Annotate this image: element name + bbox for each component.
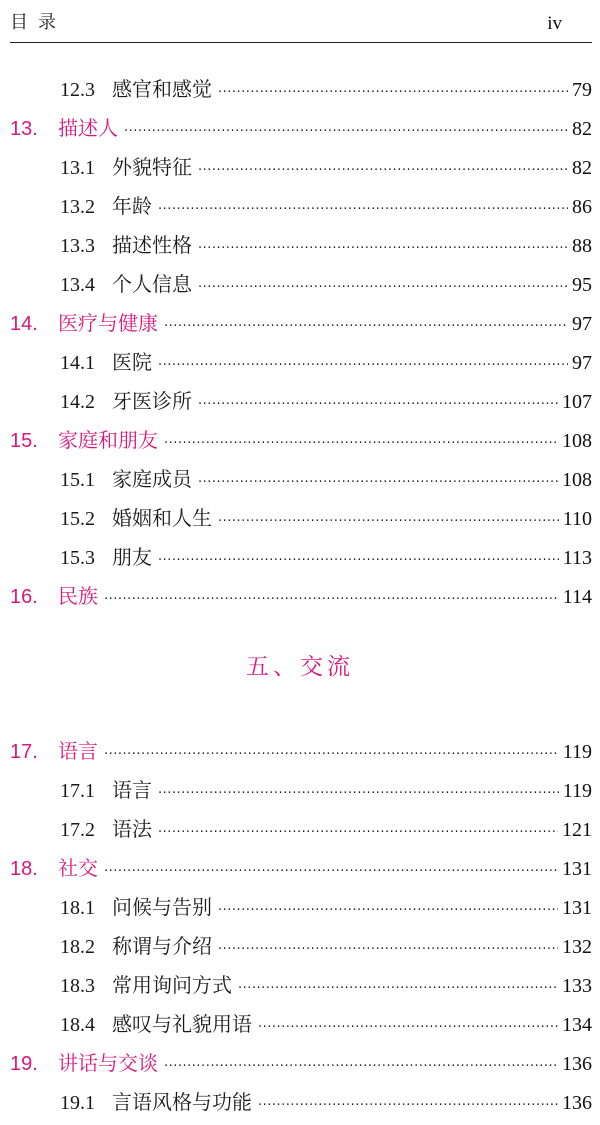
toc-section-entry[interactable]: [0, 343, 600, 382]
entry-number: 13.2: [60, 196, 95, 218]
dot-leader: [164, 424, 558, 463]
entry-number: 19.: [10, 1053, 38, 1075]
entry-title: 民族: [58, 584, 98, 608]
header-page-number: iv: [547, 13, 562, 34]
entry-title: 医院: [112, 350, 152, 374]
dot-leader: [164, 307, 568, 346]
page-header: [10, 0, 592, 43]
entry-page-number: 88: [572, 235, 592, 257]
entry-number: 15.3: [60, 547, 95, 569]
entry-title: 家庭成员: [112, 467, 192, 491]
dot-leader: [218, 891, 558, 930]
entry-number: 13.: [10, 118, 38, 140]
dot-leader: [238, 969, 558, 1008]
entry-page-number: 132: [562, 936, 592, 958]
entry-page-number: 97: [572, 352, 592, 374]
entry-title: 朋友: [112, 545, 152, 569]
entry-page-number: 107: [562, 391, 592, 413]
dot-leader: [198, 268, 568, 307]
entry-page-number: 121: [562, 819, 592, 841]
dot-leader: [158, 346, 568, 385]
dot-leader: [104, 580, 559, 619]
entry-page-number: 136: [562, 1092, 592, 1114]
entry-page-number: 97: [572, 313, 592, 335]
entry-title: 常用询问方式: [112, 973, 232, 997]
entry-number: 18.: [10, 858, 38, 880]
entry-page-number: 95: [572, 274, 592, 296]
entry-number: 13.3: [60, 235, 95, 257]
table-of-contents: [0, 70, 600, 1122]
toc-section-entry[interactable]: [0, 888, 600, 927]
entry-number: 13.1: [60, 157, 95, 179]
entry-page-number: 131: [562, 897, 592, 919]
toc-group-1: [0, 70, 600, 616]
entry-title: 社交: [58, 856, 98, 880]
toc-section-entry[interactable]: [0, 810, 600, 849]
entry-page-number: 82: [572, 157, 592, 179]
dot-leader: [258, 1086, 558, 1125]
toc-section-entry[interactable]: [0, 187, 600, 226]
entry-number: 16.: [10, 586, 38, 608]
dot-leader: [158, 541, 559, 580]
entry-number: 12.3: [60, 79, 95, 101]
entry-number: 17.1: [60, 780, 95, 802]
dot-leader: [218, 73, 568, 112]
entry-title: 年龄: [112, 194, 152, 218]
dot-leader: [158, 190, 568, 229]
toc-section-entry[interactable]: [0, 148, 600, 187]
entry-page-number: 108: [562, 469, 592, 491]
entry-number: 17.: [10, 741, 38, 763]
toc-chapter-entry[interactable]: [0, 849, 600, 888]
entry-title: 描述性格: [112, 233, 192, 257]
entry-number: 19.1: [60, 1092, 95, 1114]
toc-section-entry[interactable]: [0, 70, 600, 109]
dot-leader: [218, 930, 558, 969]
toc-section-entry[interactable]: [0, 499, 600, 538]
toc-section-entry[interactable]: [0, 1083, 600, 1122]
dot-leader: [158, 774, 559, 813]
entry-page-number: 79: [572, 79, 592, 101]
toc-section-entry[interactable]: [0, 771, 600, 810]
entry-title: 婚姻和人生: [112, 506, 212, 530]
entry-page-number: 136: [562, 1053, 592, 1075]
entry-title: 医疗与健康: [58, 311, 158, 335]
dot-leader: [104, 852, 558, 891]
dot-leader: [258, 1008, 558, 1047]
entry-title: 感官和感觉: [112, 77, 212, 101]
entry-number: 13.4: [60, 274, 95, 296]
header-title: 目录: [10, 12, 66, 33]
entry-page-number: 113: [562, 547, 592, 569]
entry-title: 言语风格与功能: [112, 1090, 252, 1114]
entry-page-number: 82: [572, 118, 592, 140]
entry-page-number: 119: [562, 780, 592, 802]
toc-chapter-entry[interactable]: [0, 421, 600, 460]
entry-title: 称谓与介绍: [112, 934, 212, 958]
entry-title: 外貌特征: [112, 155, 192, 179]
dot-leader: [198, 151, 568, 190]
entry-title: 语言: [112, 778, 152, 802]
toc-section-entry[interactable]: [0, 966, 600, 1005]
toc-chapter-entry[interactable]: [0, 577, 600, 616]
entry-page-number: 110: [562, 508, 592, 530]
entry-page-number: 108: [562, 430, 592, 452]
entry-number: 15.1: [60, 469, 95, 491]
entry-title: 感叹与礼貌用语: [112, 1012, 252, 1036]
entry-page-number: 134: [562, 1014, 592, 1036]
entry-page-number: 131: [562, 858, 592, 880]
toc-section-entry[interactable]: [0, 1005, 600, 1044]
entry-number: 15.2: [60, 508, 95, 530]
dot-leader: [218, 502, 559, 541]
entry-title: 描述人: [58, 116, 118, 140]
entry-number: 17.2: [60, 819, 95, 841]
entry-title: 讲话与交谈: [58, 1051, 158, 1075]
dot-leader: [124, 112, 568, 151]
entry-page-number: 133: [562, 975, 592, 997]
dot-leader: [198, 385, 558, 424]
entry-title: 问候与告别: [112, 895, 212, 919]
entry-number: 15.: [10, 430, 38, 452]
toc-section-entry[interactable]: [0, 265, 600, 304]
entry-title: 家庭和朋友: [58, 428, 158, 452]
toc-section-entry[interactable]: [0, 382, 600, 421]
entry-number: 18.1: [60, 897, 95, 919]
toc-group-2: [0, 732, 600, 1122]
toc-chapter-entry[interactable]: [0, 109, 600, 148]
entry-title: 语言: [58, 739, 98, 763]
dot-leader: [198, 463, 558, 502]
entry-number: 18.4: [60, 1014, 95, 1036]
toc-section-entry[interactable]: [0, 460, 600, 499]
entry-title: 牙医诊所: [112, 389, 192, 413]
dot-leader: [198, 229, 568, 268]
dot-leader: [164, 1047, 558, 1086]
entry-page-number: 119: [562, 741, 592, 763]
part-heading: 五、交流: [246, 654, 354, 680]
dot-leader: [158, 813, 558, 852]
entry-number: 14.1: [60, 352, 95, 374]
toc-chapter-entry[interactable]: [0, 304, 600, 343]
entry-title: 个人信息: [112, 272, 192, 296]
toc-section-entry[interactable]: [0, 927, 600, 966]
toc-chapter-entry[interactable]: [0, 732, 600, 771]
entry-number: 14.: [10, 313, 38, 335]
entry-page-number: 114: [562, 586, 592, 608]
entry-page-number: 86: [572, 196, 592, 218]
dot-leader: [104, 735, 559, 774]
toc-section-entry[interactable]: [0, 538, 600, 577]
entry-number: 18.2: [60, 936, 95, 958]
entry-title: 语法: [112, 817, 152, 841]
entry-number: 14.2: [60, 391, 95, 413]
toc-section-entry[interactable]: [0, 226, 600, 265]
entry-number: 18.3: [60, 975, 95, 997]
toc-chapter-entry[interactable]: [0, 1044, 600, 1083]
